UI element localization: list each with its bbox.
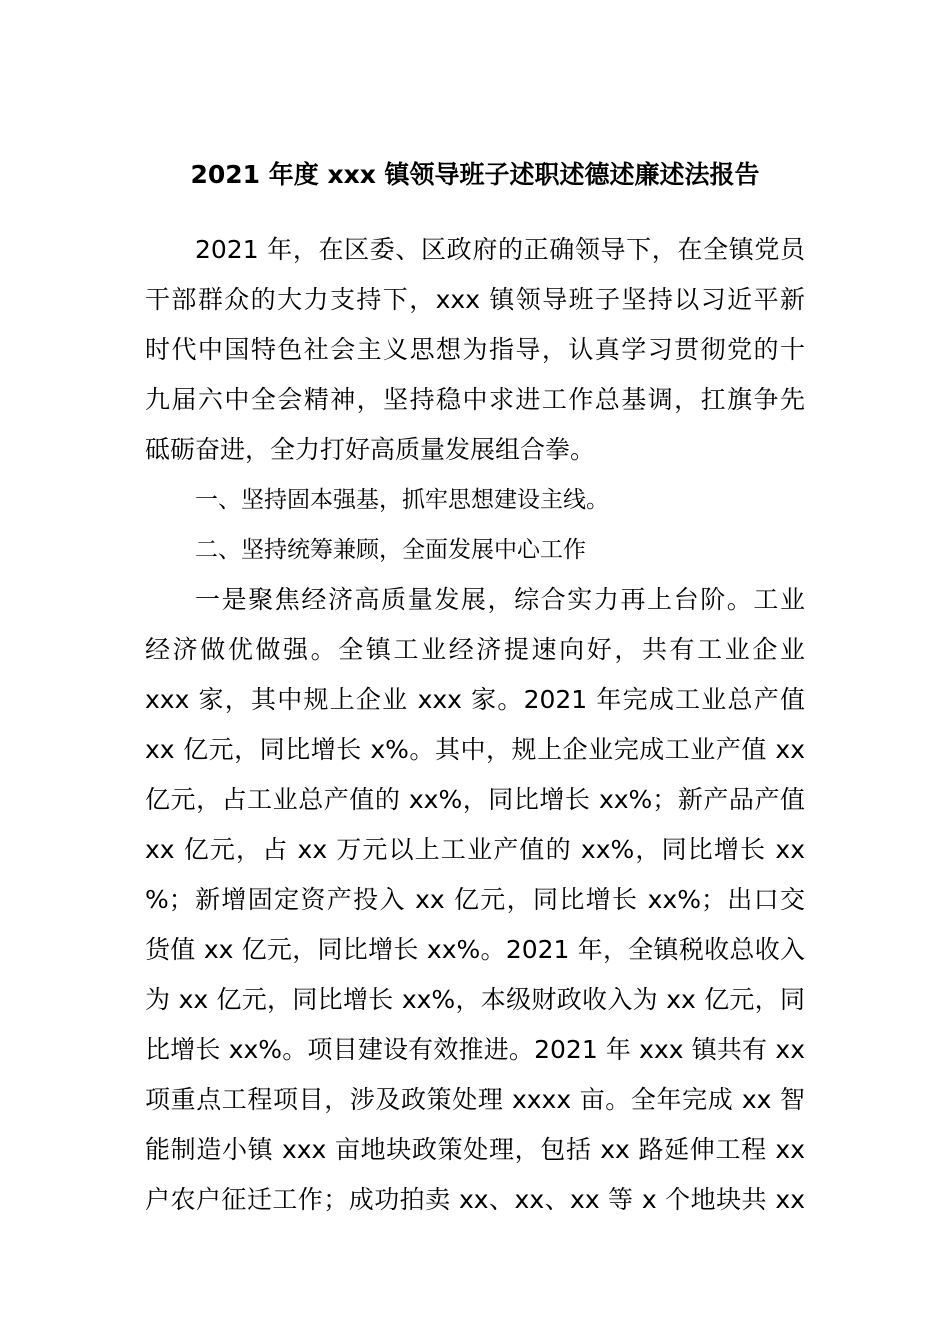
paragraph-2-line: 为 xx 亿元，同比增长 xx%，本级财政收入为 xx 亿元，同 (145, 985, 805, 1014)
paragraph-2-line: 比增长 xx%。项目建设有效推进。2021 年 xxx 镇共有 xx (145, 1035, 805, 1064)
paragraph-1-line: 2021 年，在区委、区政府的正确领导下，在全镇党员 (195, 235, 805, 264)
section-heading-1: 一、坚持固本强基，抓牢思想建设主线。 (195, 487, 609, 513)
paragraph-1-line: 时代中国特色社会主义思想为指导，认真学习贯彻党的十 (145, 335, 805, 364)
paragraph-2-line: 户农户征迁工作；成功拍卖 xx、xx、xx 等 x 个地块共 xx (145, 1185, 805, 1214)
section-heading-2: 二、坚持统筹兼顾，全面发展中心工作 (195, 537, 586, 563)
paragraph-2-line: 一是聚焦经济高质量发展，综合实力再上台阶。工业 (195, 585, 805, 614)
paragraph-1-line: 砥砺奋进，全力打好高质量发展组合拳。 (145, 435, 596, 464)
paragraph-2-line: %；新增固定资产投入 xx 亿元，同比增长 xx%；出口交 (145, 885, 805, 914)
paragraph-2-line: 项重点工程项目，涉及政策处理 xxxx 亩。全年完成 xx 智 (145, 1085, 805, 1114)
paragraph-2-line: xx 亿元，占 xx 万元以上工业产值的 xx%，同比增长 xx (145, 835, 805, 864)
paragraph-1-line: 干部群众的大力支持下，xxx 镇领导班子坚持以习近平新 (145, 285, 805, 314)
paragraph-2-line: xxx 家，其中规上企业 xxx 家。2021 年完成工业总产值 (145, 685, 805, 714)
paragraph-2-line: 货值 xx 亿元，同比增长 xx%。2021 年，全镇税收总收入 (145, 935, 805, 964)
paragraph-2-line: xx 亿元，同比增长 x%。其中，规上企业完成工业产值 xx (145, 735, 805, 764)
paragraph-2-line: 能制造小镇 xxx 亩地块政策处理，包括 xx 路延伸工程 xx (145, 1135, 805, 1164)
paragraph-2-line: 经济做优做强。全镇工业经济提速向好，共有工业企业 (145, 635, 805, 664)
paragraph-2-line: 亿元，占工业总产值的 xx%，同比增长 xx%；新产品产值 (145, 785, 805, 814)
paragraph-1-line: 九届六中全会精神，坚持稳中求进工作总基调，扛旗争先 (145, 385, 805, 414)
document-title: 2021 年度 xxx 镇领导班子述职述德述廉述法报告 (190, 160, 760, 189)
